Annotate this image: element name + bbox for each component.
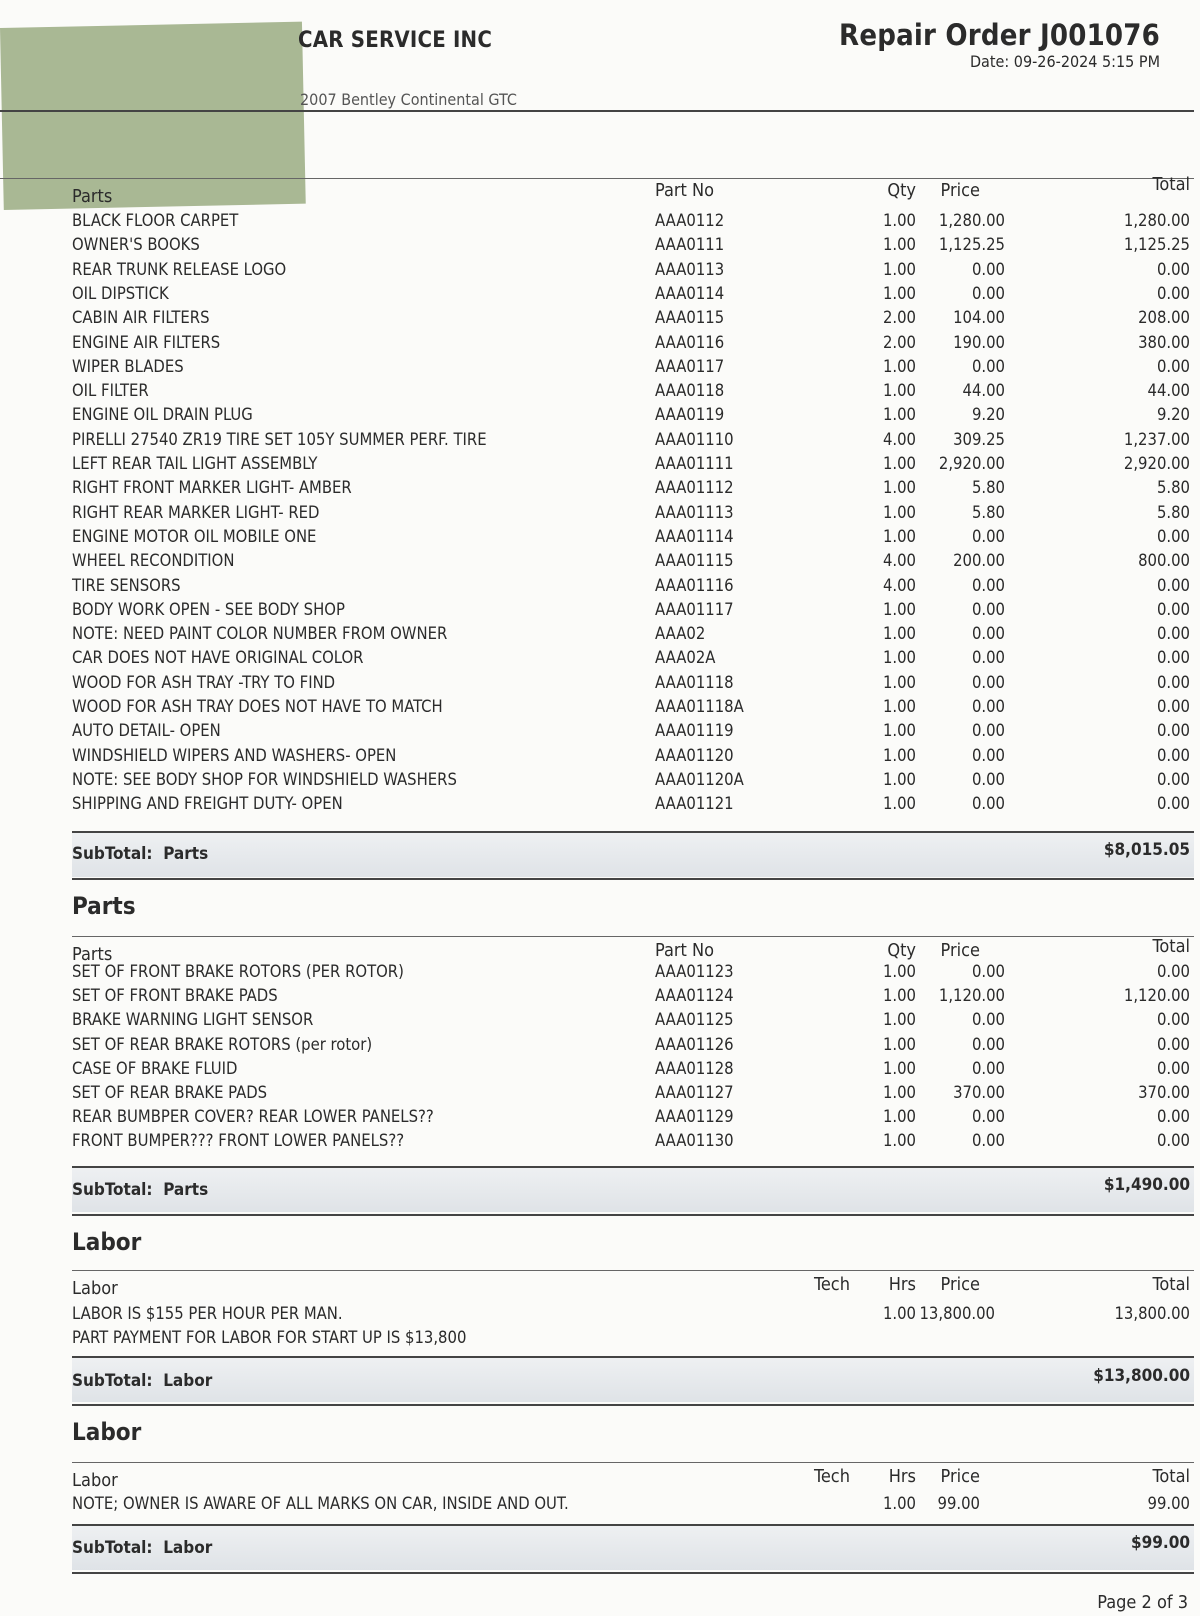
col-qty: Qty xyxy=(887,180,916,201)
table-row xyxy=(0,503,1200,527)
item-description: REAR TRUNK RELEASE LOGO xyxy=(72,259,287,279)
item-description: BLACK FLOOR CARPET xyxy=(72,211,239,230)
item-total: 0.00 xyxy=(1156,624,1190,644)
item-qty: 1.00 xyxy=(882,526,916,546)
labor-total: 13,800.00 xyxy=(1114,1304,1190,1323)
section4-column-headers xyxy=(0,1466,1200,1490)
item-part-no: AAA01119 xyxy=(655,721,734,741)
item-description: WINDSHIELD WIPERS AND WASHERS- OPEN xyxy=(72,745,397,765)
item-part-no: AAA01111 xyxy=(655,454,734,473)
item-part-no: AAA01110 xyxy=(655,429,734,449)
labor-total: 99.00 xyxy=(1147,1494,1190,1513)
item-qty: 1.00 xyxy=(882,454,916,473)
item-price: 370.00 xyxy=(953,1083,1005,1102)
section3-bottom-rule xyxy=(72,1404,1194,1406)
item-qty: 4.00 xyxy=(882,551,916,571)
item-total: 9.20 xyxy=(1156,405,1190,425)
labor-hrs: 1.00 xyxy=(882,1494,916,1513)
item-description: NOTE: NEED PAINT COLOR NUMBER FROM OWNER xyxy=(72,624,448,644)
item-price: 0.00 xyxy=(971,1058,1005,1078)
item-total: 0.00 xyxy=(1156,1058,1190,1078)
col-tech: Tech xyxy=(814,1466,850,1487)
table-row xyxy=(0,357,1200,381)
item-part-no: AAA01130 xyxy=(655,1131,734,1151)
section1-subtotal-amount: $8,015.05 xyxy=(1103,840,1190,860)
col-parts: Parts xyxy=(72,186,113,207)
item-total: 5.80 xyxy=(1156,502,1190,522)
item-total: 0.00 xyxy=(1156,745,1190,765)
item-price: 0.00 xyxy=(971,599,1005,619)
item-price: 0.00 xyxy=(971,1034,1005,1054)
item-description: PIRELLI 27540 ZR19 TIRE SET 105Y SUMMER PERF. TIRE xyxy=(72,429,487,449)
item-total: 0.00 xyxy=(1156,721,1190,741)
table-row xyxy=(0,211,1200,235)
item-price: 104.00 xyxy=(953,308,1005,328)
table-row xyxy=(0,746,1200,770)
item-total: 0.00 xyxy=(1156,526,1190,546)
item-description: SET OF FRONT BRAKE ROTORS (PER ROTOR) xyxy=(72,962,404,981)
item-part-no: AAA0119 xyxy=(655,405,725,425)
item-total: 0.00 xyxy=(1156,575,1190,595)
item-description: OIL DIPSTICK xyxy=(72,283,169,303)
item-description: WHEEL RECONDITION xyxy=(72,551,235,571)
labor-price: 99.00 xyxy=(937,1494,980,1513)
item-part-no: AAA01116 xyxy=(655,575,734,595)
item-total: 1,125.25 xyxy=(1123,235,1190,255)
item-price: 44.00 xyxy=(962,381,1005,401)
item-description: BODY WORK OPEN - SEE BODY SHOP xyxy=(72,599,345,619)
table-row xyxy=(0,284,1200,308)
section4-line-1 xyxy=(0,1494,1200,1518)
section3-line-1 xyxy=(0,1304,1200,1328)
item-qty: 1.00 xyxy=(882,986,916,1006)
item-total: 5.80 xyxy=(1156,478,1190,498)
item-description: SET OF REAR BRAKE ROTORS (per rotor) xyxy=(72,1034,373,1054)
table-row xyxy=(0,1131,1200,1155)
item-price: 0.00 xyxy=(971,1131,1005,1151)
item-qty: 1.00 xyxy=(882,1083,916,1102)
section3-title: Labor xyxy=(72,1228,142,1256)
item-total: 0.00 xyxy=(1156,1010,1190,1030)
item-description: CAR DOES NOT HAVE ORIGINAL COLOR xyxy=(72,648,364,668)
item-qty: 2.00 xyxy=(882,308,916,328)
item-description: AUTO DETAIL- OPEN xyxy=(72,721,221,741)
col-price: Price xyxy=(940,1466,980,1487)
section2-subtotal xyxy=(72,1180,208,1200)
col-price: Price xyxy=(940,180,980,201)
item-qty: 2.00 xyxy=(882,332,916,352)
section3-top-rule xyxy=(72,1270,1194,1271)
section4-subtotal-amount: $99.00 xyxy=(1130,1533,1190,1553)
section2-subtotal-band xyxy=(72,1168,1194,1212)
item-price: 0.00 xyxy=(971,526,1005,546)
section4-top-rule xyxy=(72,1462,1194,1463)
item-description: SET OF REAR BRAKE PADS xyxy=(72,1083,268,1102)
item-qty: 1.00 xyxy=(882,769,916,789)
item-price: 200.00 xyxy=(953,551,1005,571)
col-part-no: Part No xyxy=(655,940,715,961)
item-price: 5.80 xyxy=(971,502,1005,522)
item-description: OIL FILTER xyxy=(72,381,149,401)
item-price: 0.00 xyxy=(971,283,1005,303)
section3-subtotal-band xyxy=(72,1358,1194,1402)
section3-subtotal xyxy=(72,1371,212,1391)
item-total: 0.00 xyxy=(1156,356,1190,376)
col-labor: Labor xyxy=(72,1278,118,1299)
item-description: NOTE: SEE BODY SHOP FOR WINDSHIELD WASHERS xyxy=(72,769,457,789)
item-price: 0.00 xyxy=(971,259,1005,279)
item-part-no: AAA0117 xyxy=(655,356,725,376)
col-price: Price xyxy=(940,940,980,961)
item-part-no: AAA01118 xyxy=(655,672,734,692)
col-total: Total xyxy=(1152,1466,1190,1487)
subtotal-name: Parts xyxy=(163,1180,209,1200)
col-parts: Parts xyxy=(72,944,113,965)
col-hrs: Hrs xyxy=(888,1466,916,1487)
item-price: 0.00 xyxy=(971,356,1005,376)
table-row xyxy=(0,721,1200,745)
item-price: 5.80 xyxy=(971,478,1005,498)
table-row xyxy=(0,673,1200,697)
table-row xyxy=(0,624,1200,648)
item-price: 1,125.25 xyxy=(938,235,1005,255)
item-description: WOOD FOR ASH TRAY -TRY TO FIND xyxy=(72,672,336,692)
item-total: 800.00 xyxy=(1138,551,1190,571)
item-price: 1,280.00 xyxy=(938,211,1005,230)
item-price: 0.00 xyxy=(971,745,1005,765)
section3-column-headers xyxy=(0,1274,1200,1298)
item-qty: 1.00 xyxy=(882,1058,916,1078)
item-total: 0.00 xyxy=(1156,1131,1190,1151)
item-part-no: AAA01115 xyxy=(655,551,734,571)
col-price: Price xyxy=(940,1274,980,1295)
item-description: WOOD FOR ASH TRAY DOES NOT HAVE TO MATCH xyxy=(72,697,443,716)
item-total: 1,280.00 xyxy=(1123,211,1190,230)
item-qty: 1.00 xyxy=(882,1034,916,1054)
item-part-no: AAA01124 xyxy=(655,986,734,1006)
table-row xyxy=(0,770,1200,794)
item-part-no: AAA01112 xyxy=(655,478,734,498)
page-number: Page 2 of 3 xyxy=(1097,1592,1188,1613)
item-description: BRAKE WARNING LIGHT SENSOR xyxy=(72,1010,314,1030)
item-qty: 1.00 xyxy=(882,211,916,230)
table-row xyxy=(0,260,1200,284)
item-total: 2,920.00 xyxy=(1123,454,1190,473)
item-price: 0.00 xyxy=(971,624,1005,644)
section2-column-headers xyxy=(0,936,1200,965)
table-row xyxy=(0,962,1200,986)
table-row xyxy=(0,308,1200,332)
item-qty: 1.00 xyxy=(882,721,916,741)
item-part-no: AAA01120A xyxy=(655,769,744,789)
table-row xyxy=(0,430,1200,454)
item-total: 370.00 xyxy=(1138,1083,1190,1102)
item-qty: 1.00 xyxy=(882,502,916,522)
section3-subtotal-amount: $13,800.00 xyxy=(1093,1366,1190,1386)
section2-subtotal-amount: $1,490.00 xyxy=(1103,1175,1190,1195)
table-row xyxy=(0,1035,1200,1059)
item-price: 0.00 xyxy=(971,794,1005,814)
item-total: 208.00 xyxy=(1138,308,1190,328)
subtotal-label: SubTotal: xyxy=(72,1371,153,1391)
item-part-no: AAA01126 xyxy=(655,1034,734,1054)
subtotal-label: SubTotal: xyxy=(72,844,153,864)
item-price: 0.00 xyxy=(971,697,1005,716)
item-price: 0.00 xyxy=(971,1107,1005,1127)
item-description: ENGINE AIR FILTERS xyxy=(72,332,221,352)
item-part-no: AAA01120 xyxy=(655,745,734,765)
col-total: Total xyxy=(1152,174,1190,195)
item-price: 0.00 xyxy=(971,1010,1005,1030)
item-description: ENGINE MOTOR OIL MOBILE ONE xyxy=(72,526,317,546)
table-row xyxy=(0,1059,1200,1083)
table-row xyxy=(0,986,1200,1010)
item-qty: 1.00 xyxy=(882,259,916,279)
table-row xyxy=(0,478,1200,502)
item-total: 1,120.00 xyxy=(1123,986,1190,1006)
item-qty: 1.00 xyxy=(882,235,916,255)
item-price: 1,120.00 xyxy=(938,986,1005,1006)
item-total: 44.00 xyxy=(1147,381,1190,401)
table-row xyxy=(0,235,1200,259)
table-row xyxy=(0,381,1200,405)
table-row xyxy=(0,576,1200,600)
section1-bottom-rule xyxy=(72,878,1194,880)
item-qty: 1.00 xyxy=(882,697,916,716)
item-description: FRONT BUMPER??? FRONT LOWER PANELS?? xyxy=(72,1131,405,1151)
item-price: 0.00 xyxy=(971,648,1005,668)
section2-title: Parts xyxy=(72,892,136,920)
item-description: ENGINE OIL DRAIN PLUG xyxy=(72,405,253,425)
item-price: 309.25 xyxy=(953,429,1005,449)
table-row xyxy=(0,648,1200,672)
table-row xyxy=(0,794,1200,818)
table-row xyxy=(0,1083,1200,1107)
item-qty: 1.00 xyxy=(882,1131,916,1151)
item-part-no: AAA01114 xyxy=(655,526,734,546)
subtotal-label: SubTotal: xyxy=(72,1538,153,1558)
item-total: 0.00 xyxy=(1156,962,1190,981)
item-part-no: AAA0111 xyxy=(655,235,725,255)
item-total: 1,237.00 xyxy=(1123,429,1190,449)
section4-bottom-rule xyxy=(72,1572,1194,1574)
item-price: 0.00 xyxy=(971,721,1005,741)
item-qty: 1.00 xyxy=(882,672,916,692)
item-total: 0.00 xyxy=(1156,697,1190,716)
item-part-no: AAA0112 xyxy=(655,211,725,230)
item-part-no: AAA0115 xyxy=(655,308,725,328)
item-qty: 1.00 xyxy=(882,745,916,765)
item-part-no: AAA01125 xyxy=(655,1010,734,1030)
item-part-no: AAA01118A xyxy=(655,697,744,716)
item-part-no: AAA01129 xyxy=(655,1107,734,1127)
item-total: 0.00 xyxy=(1156,259,1190,279)
item-description: SHIPPING AND FREIGHT DUTY- OPEN xyxy=(72,794,343,814)
item-description: RIGHT REAR MARKER LIGHT- RED xyxy=(72,502,320,522)
item-qty: 1.00 xyxy=(882,478,916,498)
item-total: 0.00 xyxy=(1156,648,1190,668)
item-price: 0.00 xyxy=(971,962,1005,981)
item-description: SET OF FRONT BRAKE PADS xyxy=(72,986,278,1006)
item-description: REAR BUMBPER COVER? REAR LOWER PANELS?? xyxy=(72,1107,434,1127)
item-total: 0.00 xyxy=(1156,1107,1190,1127)
table-row xyxy=(0,600,1200,624)
section1-subtotal xyxy=(72,844,208,864)
item-price: 190.00 xyxy=(953,332,1005,352)
item-price: 0.00 xyxy=(971,769,1005,789)
section2-bottom-rule xyxy=(72,1214,1194,1216)
subtotal-name: Labor xyxy=(163,1538,213,1558)
item-description: RIGHT FRONT MARKER LIGHT- AMBER xyxy=(72,478,352,498)
item-description: CASE OF BRAKE FLUID xyxy=(72,1058,238,1078)
section1-top-rule xyxy=(0,178,1194,179)
table-row xyxy=(0,405,1200,429)
col-hrs: Hrs xyxy=(888,1274,916,1295)
item-total: 0.00 xyxy=(1156,1034,1190,1054)
section3-line-2 xyxy=(0,1328,1200,1352)
item-description: TIRE SENSORS xyxy=(72,575,181,595)
col-part-no: Part No xyxy=(655,180,715,201)
item-total: 0.00 xyxy=(1156,769,1190,789)
item-qty: 4.00 xyxy=(882,429,916,449)
item-part-no: AAA0116 xyxy=(655,332,725,352)
item-part-no: AAA01127 xyxy=(655,1083,734,1102)
item-qty: 1.00 xyxy=(882,381,916,401)
section2-top-rule xyxy=(72,936,1194,937)
item-qty: 1.00 xyxy=(882,624,916,644)
col-tech: Tech xyxy=(814,1274,850,1295)
item-qty: 4.00 xyxy=(882,575,916,595)
item-total: 0.00 xyxy=(1156,672,1190,692)
item-price: 9.20 xyxy=(971,405,1005,425)
item-qty: 1.00 xyxy=(882,794,916,814)
item-part-no: AAA01117 xyxy=(655,599,734,619)
labor-line: LABOR IS $155 PER HOUR PER MAN. xyxy=(72,1304,343,1323)
item-qty: 1.00 xyxy=(882,283,916,303)
table-row xyxy=(0,454,1200,478)
table-row xyxy=(0,551,1200,575)
item-part-no: AAA01113 xyxy=(655,502,734,522)
table-row xyxy=(0,1107,1200,1131)
item-qty: 1.00 xyxy=(882,599,916,619)
item-price: 2,920.00 xyxy=(938,454,1005,473)
labor-line: NOTE; OWNER IS AWARE OF ALL MARKS ON CAR, INSIDE AND OUT. xyxy=(72,1494,569,1513)
section1-subtotal-band xyxy=(72,833,1194,877)
labor-hrs: 1.00 xyxy=(882,1304,916,1323)
item-description: WIPER BLADES xyxy=(72,356,184,376)
item-price: 0.00 xyxy=(971,575,1005,595)
item-part-no: AAA02A xyxy=(655,648,716,668)
subtotal-name: Parts xyxy=(163,844,209,864)
item-part-no: AAA0118 xyxy=(655,381,725,401)
item-part-no: AAA01128 xyxy=(655,1058,734,1078)
table-row xyxy=(0,527,1200,551)
item-description: CABIN AIR FILTERS xyxy=(72,308,210,328)
item-part-no: AAA01121 xyxy=(655,794,734,814)
item-qty: 1.00 xyxy=(882,962,916,981)
table-row xyxy=(0,697,1200,721)
table-row xyxy=(0,333,1200,357)
item-part-no: AAA0113 xyxy=(655,259,725,279)
section4-subtotal-band xyxy=(72,1526,1194,1570)
subtotal-label: SubTotal: xyxy=(72,1180,153,1200)
item-part-no: AAA0114 xyxy=(655,283,725,303)
repair-order-date: Date: 09-26-2024 5:15 PM xyxy=(969,52,1160,71)
item-total: 0.00 xyxy=(1156,283,1190,303)
col-total: Total xyxy=(1152,936,1190,957)
shop-name: CAR SERVICE INC xyxy=(298,28,493,53)
item-price: 0.00 xyxy=(971,672,1005,692)
header-divider xyxy=(0,110,1194,112)
col-qty: Qty xyxy=(887,940,916,961)
section1-column-headers xyxy=(0,174,1200,207)
item-part-no: AAA01123 xyxy=(655,962,734,981)
item-qty: 1.00 xyxy=(882,405,916,425)
item-qty: 1.00 xyxy=(882,356,916,376)
labor-price: 13,800.00 xyxy=(919,1304,995,1323)
item-total: 0.00 xyxy=(1156,599,1190,619)
section4-subtotal xyxy=(72,1538,212,1558)
item-total: 380.00 xyxy=(1138,332,1190,352)
item-description: OWNER'S BOOKS xyxy=(72,235,200,255)
item-qty: 1.00 xyxy=(882,1010,916,1030)
vehicle-description: 2007 Bentley Continental GTC xyxy=(300,90,517,109)
item-total: 0.00 xyxy=(1156,794,1190,814)
section4-title: Labor xyxy=(72,1418,142,1446)
item-description: LEFT REAR TAIL LIGHT ASSEMBLY xyxy=(72,454,318,473)
item-qty: 1.00 xyxy=(882,648,916,668)
table-row xyxy=(0,1010,1200,1034)
repair-order-title: Repair Order J001076 xyxy=(839,18,1160,52)
col-labor: Labor xyxy=(72,1470,118,1491)
item-part-no: AAA02 xyxy=(655,624,706,644)
subtotal-name: Labor xyxy=(163,1371,213,1391)
labor-line: PART PAYMENT FOR LABOR FOR START UP IS $13,800 xyxy=(72,1328,467,1347)
col-total: Total xyxy=(1152,1274,1190,1295)
item-qty: 1.00 xyxy=(882,1107,916,1127)
